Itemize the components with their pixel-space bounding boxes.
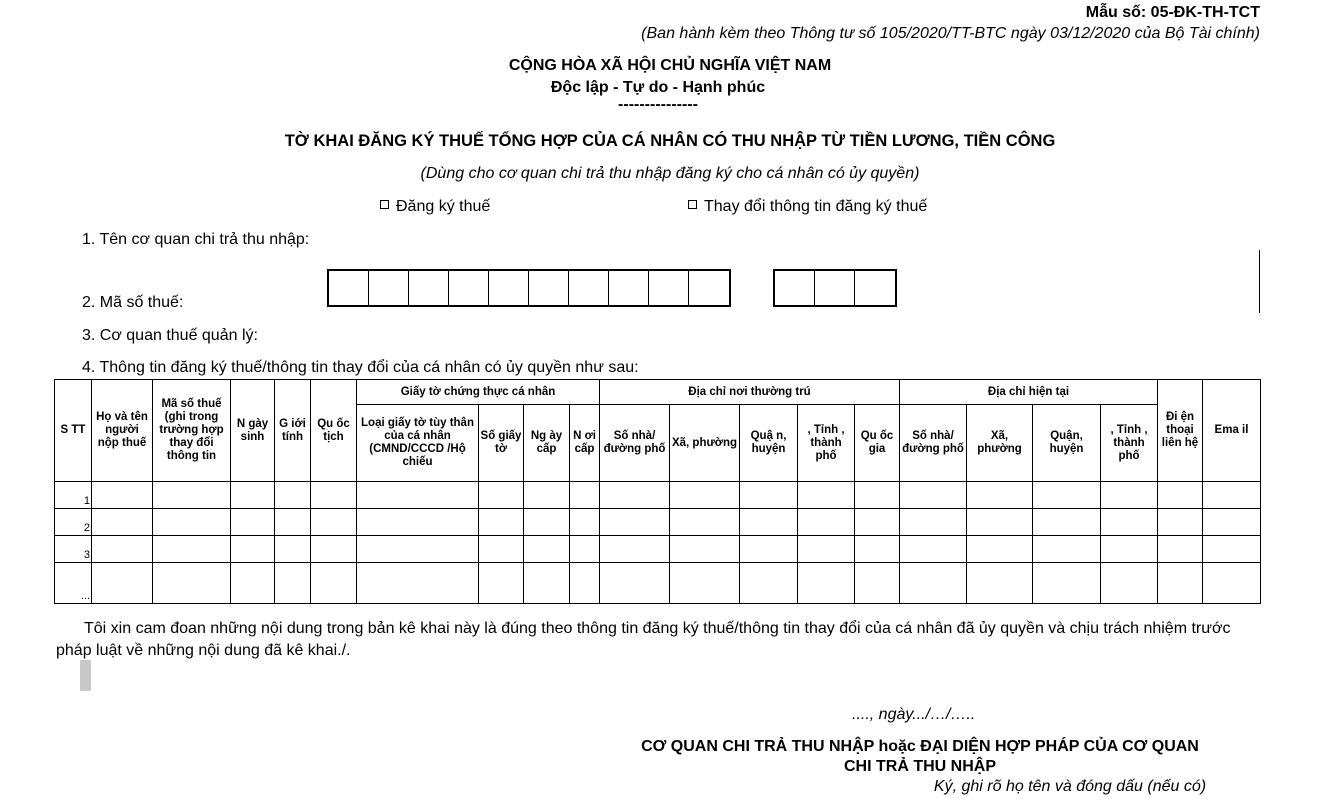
tax-office-label: 3. Cơ quan thuế quản lý: [82, 327, 258, 344]
tax-code-digit[interactable] [409, 271, 449, 305]
form-number: Mẫu số: 05-ĐK-TH-TCT [1085, 4, 1260, 21]
change-option-label: Thay đổi thông tin đăng ký thuế [704, 198, 928, 215]
col-perm-house: Số nhà/đường phố [600, 405, 670, 482]
group-current-address: Địa chỉ hiện tại [900, 380, 1158, 405]
col-issue-place: N ơi cấp [570, 405, 600, 482]
signing-agency-line2: CHI TRẢ THU NHẬP [844, 758, 996, 775]
checkbox-register[interactable] [380, 200, 389, 209]
tax-code-digit[interactable] [329, 271, 369, 305]
col-cur-ward: Xã, phường [967, 405, 1033, 482]
col-issue-date: Ng ày cấp [524, 405, 570, 482]
separator: --------------- [618, 96, 698, 113]
signing-agency [560, 737, 1280, 777]
form-subtitle: (Dùng cho cơ quan chi trả thu nhập đăng ký cho cá nhân có ủy quyền) [420, 165, 920, 182]
register-option-label: Đăng ký thuế [396, 198, 491, 215]
col-dob: N gày sinh [231, 380, 275, 482]
taxpayer-table [54, 379, 1261, 604]
col-perm-province: , Tỉnh , thành phố [798, 405, 855, 482]
row-number: 2 [55, 509, 92, 536]
tax-code-digit[interactable] [369, 271, 409, 305]
form-title: TỜ KHAI ĐĂNG KÝ THUẾ TỔNG HỢP CỦA CÁ NHÂN CÓ THU NHẬP TỪ TIỀN LƯƠNG, TIỀN CÔNG [284, 132, 1056, 150]
col-doc-type: Loại giấy tờ tùy thân của cá nhân (CMND/CCCD /Hộ chiếu [357, 405, 479, 482]
change-option[interactable] [688, 198, 927, 216]
margin-line [1259, 250, 1260, 313]
motto: Độc lập - Tự do - Hạnh phúc [550, 79, 766, 96]
tax-code-digit[interactable] [569, 271, 609, 305]
nation-heading: CỘNG HÒA XÃ HỘI CHỦ NGHĨA VIỆT NAM [508, 57, 832, 74]
col-perm-country: Qu ốc gia [855, 405, 900, 482]
declaration-text: Tôi xin cam đoan những nội dung trong bản kê khai này là đúng theo thông tin đăng ký thuế/thông tin thay đổi của cá nhân đã ủy quyền và chịu trách nhiệm trước pháp luật về những nội dung đã kê khai./. [56, 620, 1231, 659]
tax-code-digit[interactable] [489, 271, 529, 305]
col-stt: S TT [55, 380, 92, 482]
group-permanent-address: Địa chỉ nơi thường trú [600, 380, 900, 405]
col-doc-no: Số giấy tờ [479, 405, 524, 482]
tax-code-digit[interactable] [609, 271, 649, 305]
row-number: ... [55, 563, 92, 604]
register-option[interactable] [380, 198, 490, 216]
col-email: Ema il [1203, 380, 1261, 482]
signing-agency-line1: CƠ QUAN CHI TRẢ THU NHẬP hoặc ĐẠI DIỆN HỢP PHÁP CỦA CƠ QUAN [641, 738, 1199, 755]
row-number: 3 [55, 536, 92, 563]
col-perm-ward: Xã, phường [670, 405, 740, 482]
table-row [55, 509, 1261, 536]
date-line: ...., ngày.../…/….. [852, 706, 976, 723]
branch-digit[interactable] [855, 271, 895, 305]
tax-code-digit[interactable] [649, 271, 689, 305]
tax-code-digit[interactable] [449, 271, 489, 305]
col-tin: Mã số thuế (ghi trong trường hợp thay đổi thông tin [153, 380, 231, 482]
info-label: 4. Thông tin đăng ký thuế/thông tin thay đổi của cá nhân có ủy quyền như sau: [82, 359, 639, 376]
tax-code-digit[interactable] [529, 271, 569, 305]
table-row [55, 536, 1261, 563]
branch-digit[interactable] [815, 271, 855, 305]
tax-code-branch-boxes[interactable] [773, 269, 897, 307]
branch-digit[interactable] [775, 271, 815, 305]
col-gender: G iới tính [275, 380, 311, 482]
payer-name-label: 1. Tên cơ quan chi trả thu nhập: [82, 231, 310, 248]
col-cur-province: , Tỉnh , thành phố [1101, 405, 1158, 482]
group-id-docs: Giấy tờ chứng thực cá nhân [357, 380, 600, 405]
issued-by-note: (Ban hành kèm theo Thông tư số 105/2020/TT-BTC ngày 03/12/2020 của Bộ Tài chính) [641, 25, 1260, 42]
text-cursor [80, 660, 91, 691]
checkbox-change[interactable] [688, 200, 697, 209]
sign-note: Ký, ghi rõ họ tên và đóng dấu (nếu có) [933, 778, 1207, 795]
col-cur-district: Quận, huyện [1033, 405, 1101, 482]
tax-code-label: 2. Mã số thuế: [82, 294, 184, 311]
col-cur-house: Số nhà/ đường phố [900, 405, 967, 482]
col-nationality: Qu ốc tịch [311, 380, 357, 482]
col-phone: Đi ện thoại liên hệ [1158, 380, 1203, 482]
table-row [55, 563, 1261, 604]
table-row [55, 482, 1261, 509]
col-perm-district: Quậ n, huyện [740, 405, 798, 482]
col-name: Họ và tên người nộp thuế [92, 380, 153, 482]
tax-code-digit[interactable] [689, 271, 729, 305]
tax-code-boxes[interactable] [327, 269, 731, 307]
row-number: 1 [55, 482, 92, 509]
